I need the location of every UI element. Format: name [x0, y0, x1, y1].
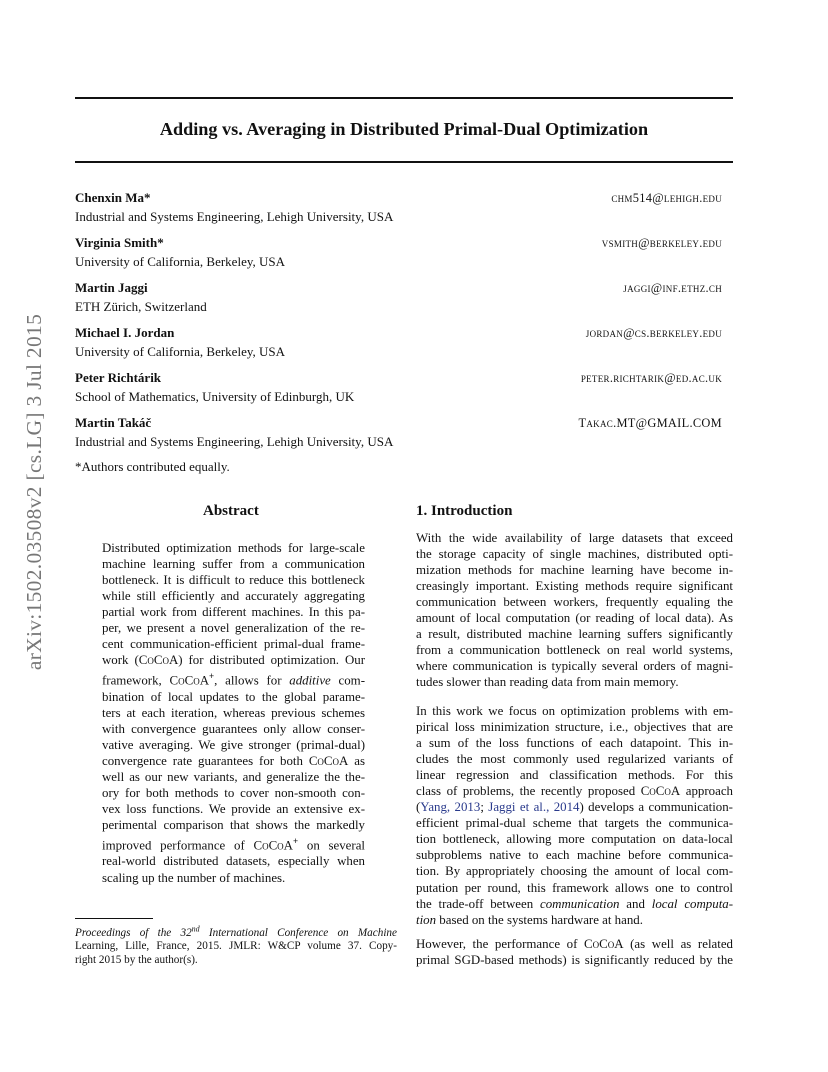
author-affiliation: ETH Zürich, Switzerland	[75, 299, 207, 314]
text-line: With the wide availability of large datasets that exceed	[416, 531, 733, 545]
text-line: tion based on the systems hardware at hand.	[416, 912, 643, 927]
text-line: pirical loss minimization structure, i.e., objectives that are	[416, 720, 733, 735]
author-email[interactable]: vsmith@berkeley.edu	[601, 236, 722, 250]
text-line: In this work we focus on optimization problems with em-	[416, 704, 733, 718]
text-line: (Yang, 2013; Jaggi et al., 2014) develops a communication-	[416, 800, 733, 815]
author-affiliation: School of Mathematics, University of Edinburgh, UK	[75, 389, 355, 404]
text-line: well as our new variants, and generalize the the-	[102, 769, 365, 784]
text-line: per, we present a novel generalization of the re-	[102, 621, 365, 636]
author-name: Martin Takáč	[75, 415, 152, 430]
text-line: tion. By appropriately choosing the amount of local com-	[416, 864, 733, 879]
text-line: amount of local computation (or reading of local data). As	[416, 611, 733, 626]
footnote-rule	[75, 918, 153, 919]
text-line: efficient primal-dual scheme that targets the communica-	[416, 816, 733, 831]
text-line: machine learning suffer from a communication	[102, 557, 365, 572]
text-line: vative averaging. We give stronger (primal-dual)	[102, 737, 365, 752]
author-name: Peter Richtárik	[75, 370, 162, 385]
author-email[interactable]: chm514@lehigh.edu	[611, 191, 722, 205]
text-line: real-world distributed datasets, especially when	[102, 854, 365, 869]
author-email[interactable]: jaggi@inf.ethz.ch	[623, 281, 722, 295]
arxiv-identifier: arXiv:1502.03508v2 [cs.LG] 3 Jul 2015	[22, 313, 46, 671]
abstract-heading: Abstract	[203, 503, 259, 519]
text-line: cent communication-efficient primal-dual frame-	[102, 637, 365, 652]
text-line: ters at each iteration, whereas previous schemes	[102, 705, 365, 720]
text-line: convergence rate guarantees for both CoCoA as	[102, 753, 365, 768]
text-line: Distributed optimization methods for large-scale	[102, 541, 365, 555]
text-line: creasingly important. Existing methods require significant	[416, 579, 733, 594]
author-name: Michael I. Jordan	[75, 325, 175, 340]
text-line: tudes slower than reading data from main memory.	[416, 675, 679, 690]
author-affiliation: Industrial and Systems Engineering, Lehigh University, USA	[75, 434, 394, 449]
equal-contribution-note: *Authors contributed equally.	[75, 459, 230, 474]
text-line: partial work from different machines. In this pa-	[102, 605, 365, 620]
introduction-paragraph	[416, 530, 733, 690]
text-line: vex loss functions. We provide an extensive ex-	[102, 802, 365, 817]
text-line: cludes the most commonly used regularized variants of	[416, 752, 733, 767]
text-line: primal SGD-based methods) is significantly reduced by the	[416, 953, 733, 968]
text-line: from a communication bottleneck on real world systems,	[416, 643, 733, 658]
author-email[interactable]: jordan@cs.berkeley.edu	[585, 326, 722, 340]
text-line: with convergence guarantees only allow conser-	[102, 721, 365, 736]
author-name: Martin Jaggi	[75, 280, 148, 295]
author-name: Virginia Smith*	[75, 235, 164, 250]
text-line: scaling up the number of machines.	[102, 870, 286, 885]
text-line: class of problems, the recently proposed CoCoA approach	[416, 784, 733, 799]
introduction-heading: 1. Introduction	[416, 503, 513, 519]
text-line: the storage capacity of single machines, distributed opti-	[416, 547, 733, 562]
text-line: mization methods for machine learning have become in-	[416, 563, 733, 578]
footnote-line: right 2015 by the author(s).	[75, 953, 198, 966]
text-line: subproblems native to each machine before communica-	[416, 848, 733, 863]
author-affiliation: University of California, Berkeley, USA	[75, 344, 285, 359]
text-line: communication between workers, frequently equaling the	[416, 595, 733, 610]
proceedings-footnote	[75, 922, 397, 967]
paper-title: Adding vs. Averaging in Distributed Primal-Dual Optimization	[159, 119, 649, 139]
footnote-line: Proceedings of the 32nd International Conference on Machine	[75, 924, 397, 939]
text-line: while still efficiently and accurately aggregating	[102, 589, 365, 604]
text-line: perimental comparison that shows the markedly	[102, 818, 365, 833]
text-line: bination of local updates to the global parame-	[102, 689, 365, 704]
title-bottom-rule	[75, 161, 733, 163]
abstract-body	[102, 540, 365, 886]
text-line: tion bottleneck, allowing more computation on data-local	[416, 832, 733, 847]
text-line: improved performance of CoCoA+ on several	[102, 836, 366, 853]
text-line: a sum of the loss functions of each datapoint. This in-	[416, 736, 733, 751]
text-line: putation per round, this framework allows one to control	[416, 880, 733, 895]
author-affiliation: University of California, Berkeley, USA	[75, 254, 285, 269]
text-line: a result, distributed machine learning suffers significantly	[416, 627, 733, 642]
text-line: the trade-off between communication and local computa-	[416, 896, 734, 911]
footnote-line: Learning, Lille, France, 2015. JMLR: W&CP volume 37. Copy-	[75, 940, 397, 953]
introduction-paragraph	[416, 703, 733, 928]
text-line: ory for both methods to cover non-smooth con-	[102, 786, 365, 800]
author-email[interactable]: peter.richtarik@ed.ac.uk	[580, 371, 722, 385]
author-email[interactable]: Takac.MT@GMAIL.COM	[578, 416, 722, 430]
introduction-paragraph	[416, 936, 733, 968]
author-name: Chenxin Ma*	[75, 190, 151, 205]
text-line: linear regression and classification methods. For this	[416, 768, 733, 783]
title-top-rule	[75, 97, 733, 99]
text-line: bottleneck. It is difficult to reduce this bottleneck	[102, 573, 365, 588]
author-affiliation: Industrial and Systems Engineering, Lehigh University, USA	[75, 209, 394, 224]
text-line: work (CoCoA) for distributed optimization. Our	[102, 653, 365, 668]
text-line: framework, CoCoA+, allows for additive com-	[102, 671, 365, 688]
text-line: However, the performance of CoCoA (as well as related	[416, 937, 733, 951]
text-line: where communication is typically several orders of magni-	[416, 659, 733, 674]
